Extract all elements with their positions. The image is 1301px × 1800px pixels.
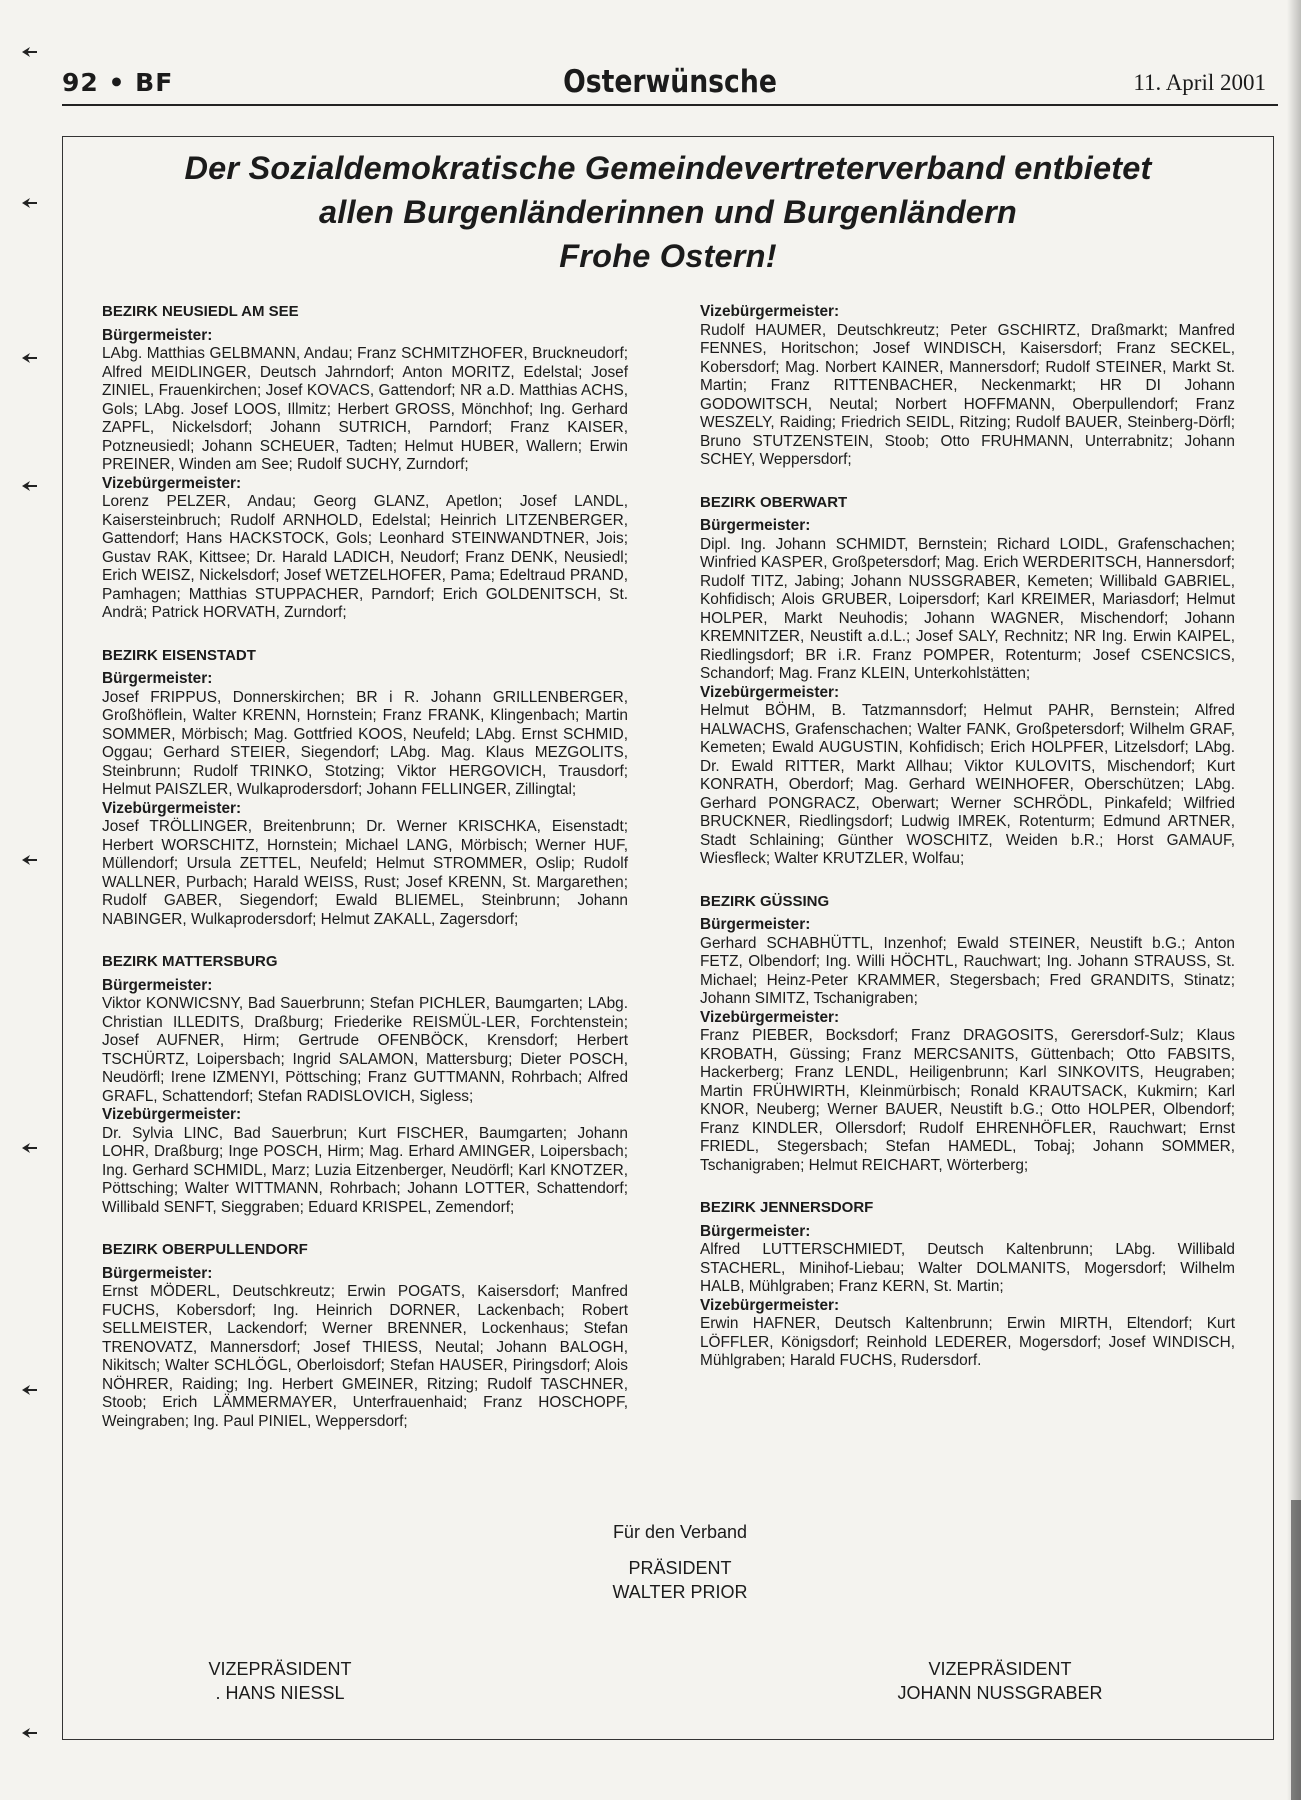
district-title: BEZIRK OBERPULLENDORF [102, 1241, 308, 1258]
district-oberpullendorf [102, 1241, 628, 1431]
mayors-label: Bürgermeister: [700, 517, 811, 534]
mayors-label: Bürgermeister: [102, 1264, 213, 1282]
district-neusiedl [102, 303, 628, 623]
mayors-list: LAbg. Matthias GELBMANN, Andau; Franz SCHMITZHOFER, Bruckneudorf; Alfred MEIDLINGER, Deutsch Jahrndorf; Anton MORITZ, Edelstal; Josef ZINIEL, Frauenkirchen; Josef KOVACS, Gattendorf; NR a.D. Matthias ACHS, Gols; LAbg. Josef LOOS, Illmitz; Herbert GROSS, Mönchhof; Ing. Gerhard ZAPFL, Nickelsdorf; Johann SUTRICH, Parndorf; Franz KAISER, Potzneusiedl; Johann SCHEUER, Tadten; Helmut HUBER, Wallern; Erwin PREINER, Winden am See; Rudolf SUCHY, Zurndorf; [102, 345, 628, 473]
arrow-mark-icon [18, 1382, 40, 1398]
deputies-list: Franz PIEBER, Bocksdorf; Franz DRAGOSITS, Gerersdorf-Sulz; Klaus KROBATH, Güssing; Franz MERCSANITS, Güttenbach; Otto FABSITS, Hackerberg; Franz LENDL, Heiligenbrunn; Karl SINKOVITS, Heugraben; Martin FRÜHWIRTH, Kleinmürbisch; Ronald KRAUTSACK, Kukmirn; Karl KNOR, Neuberg; Werner BAUER, Neustift b.G.; Otto HOLPER, Olbendorf; Franz KINDLER, Ollersdorf; Rudolf EHRENHÖFLER, Rauchwart; Ernst FRIEDL, Stegersbach; Stefan HAMEDL, Tobaj; Johann SOMMER, Tschanigraben; Helmut REICHART, Wörterberg; [700, 1027, 1235, 1174]
mayors-label: Bürgermeister: [102, 326, 213, 344]
district-title: BEZIRK NEUSIEDL AM SEE [102, 303, 299, 320]
district-mattersburg [102, 953, 628, 1217]
right-column [700, 303, 1235, 1395]
headline-line-3: Frohe Ostern! [559, 238, 777, 274]
signature-president [500, 1520, 860, 1604]
page-number: 92 • BF [62, 68, 174, 97]
district-oberwart [700, 494, 1235, 869]
deputies-list: Lorenz PELZER, Andau; Georg GLANZ, Apetlon; Josef LANDL, Kaisersteinbruch; Rudolf ARNHOLD, Edelstal; Heinrich LITZENBERGER, Gattendorf; Hans HACKSTOCK, Gols; Leonhard STEINWANDTNER, Jois; Gustav RAK, Kittsee; Dr. Harald LADICH, Neudorf; Franz DENK, Neusiedl; Erich WEISZ, Nickelsdorf; Josef WETZELHOFER, Pama; Edeltraud PRAND, Pamhagen; Matthias STUPPACHER, Parndorf; Erich GOLDENITSCH, St. Andrä; Patrick HORVATH, Zurndorf; [102, 493, 628, 621]
signature-name: WALTER PRIOR [612, 1582, 748, 1602]
signature-role: VIZEPRÄSIDENT [208, 1659, 352, 1679]
issue-date: 11. April 2001 [1133, 70, 1266, 95]
deputies-list: Dr. Sylvia LINC, Bad Sauerbrun; Kurt FISCHER, Baumgarten; Johann LOHR, Draßburg; Inge POSCH, Hirm; Mag. Erhard AMINGER, Loipersbach; Ing. Gerhard SCHMIDL, Marz; Luzia Eitzenberger, Neudörfl; Karl KNOTZER, Pöttsching; Walter WITTMANN, Rohrbach; Johann LOTTER, Schattendorf; Willibald SENFT, Sieggraben; Eduard KRISPEL, Zemendorf; [102, 1124, 628, 1216]
deputies-list: Erwin HAFNER, Deutsch Kaltenbrunn; Erwin MIRTH, Eltendorf; Kurt LÖFFLER, Königsdorf; Reinhold LEDERER, Mogersdorf; Josef WINDISCH, Mühlgraben; Harald FUCHS, Rudersdorf. [700, 1315, 1235, 1369]
deputies-label: Vizebürgermeister: [102, 799, 242, 817]
mayors-label: Bürgermeister: [102, 976, 213, 994]
headline [62, 146, 1274, 278]
district-title: BEZIRK GÜSSING [700, 892, 830, 910]
mayors-list: Alfred LUTTERSCHMIEDT, Deutsch Kaltenbrunn; LAbg. Willibald STACHERL, Minihof-Liebau; Walter DOLMANITS, Mogersdorf; Wilhelm HALB, Mühlgraben; Franz KERN, St. Martin; [700, 1241, 1235, 1295]
page-header [62, 66, 1278, 106]
mayors-list: Josef FRIPPUS, Donnerskirchen; BR i R. Johann GRILLENBERGER, Großhöflein, Walter KRENN, Hornstein; Franz FRANK, Klingenbach; Martin SOMMER, Mörbisch; Mag. Gottfried KOOS, Neufeld; LAbg. Ernst SCHMID, Oggau; Gerhard STEIER, Siegendorf; LAbg. Mag. Klaus MEZGOLITS, Steinbrunn; Rudolf TRINKO, Stotzing; Viktor HERGOVICH, Trausdorf; Helmut PAISZLER, Wulkaprodersdorf; Johann FELLINGER, Zillingtal; [102, 688, 628, 798]
deputies-list: Rudolf HAUMER, Deutschkreutz; Peter GSCHIRTZ, Draßmarkt; Manfred FENNES, Horitschon; Josef WINDISCH, Kaisersdorf; Franz SECKEL, Kobersdorf; Mag. Norbert KAINER, Mannersdorf; Rudolf STEINER, Markt St. Martin; Franz RITTENBACHER, Neckenmarkt; HR DI Johann GODOWITSCH, Neutal; Norbert HOFFMANN, Oberpullendorf; Franz WESZELY, Raiding; Friedrich SEIDL, Ritzing; Rudolf BAUER, Steinberg-Dörfl; Bruno STUTZENSTEIN, Stoob; Otto FRUHMANN, Unterrabnitz; Johann SCHEY, Weppersdorf; [700, 321, 1235, 468]
deputies-label: Vizebürgermeister: [700, 303, 840, 320]
mayors-list: Dipl. Ing. Johann SCHMIDT, Bernstein; Richard LOIDL, Grafenschachen; Winfried KASPER, Großpetersdorf; Mag. Erich WERDERITSCH, Hannersdorf; Rudolf TITZ, Jabing; Johann NUSSGRABER, Kemeten; Willibald GABRIEL, Kohfidisch; Alois GRUBER, Loipersdorf; Karl KREIMER, Mariasdorf; Helmut HOLPER, Markt Neuhodis; Johann WAGNER, Mischendorf; Johann KREMNITZER, Neustift a.d.L.; Josef SALY, Rechnitz; NR Ing. Erwin KAIPEL, Riedlingsdorf; BR i.R. Franz POMPER, Rotenturm; Josef CSENCSICS, Schandorf; Mag. Franz KLEIN, Unterkohlstätten; [700, 535, 1235, 682]
left-column [102, 303, 628, 1455]
deputies-list: Josef TRÖLLINGER, Breitenbrunn; Dr. Werner KRISCHKA, Eisenstadt; Herbert WORSCHITZ, Hornstein; Michael LANG, Mörbisch; Werner HUF, Müllendorf; Ursula ZETTEL, Neufeld; Helmut STROMMER, Oslip; Rudolf WALLNER, Purbach; Harald WEISS, Rust; Josef KRENN, St. Margarethen; Rudolf GABER, Siegendorf; Ewald BLIEMEL, Steinbrunn; Johann NABINGER, Wulkaprodersdorf; Helmut ZAKALL, Zagersdorf; [102, 818, 628, 928]
arrow-mark-icon [18, 1725, 40, 1741]
mayors-label: Bürgermeister: [700, 1222, 811, 1240]
deputies-label: Vizebürgermeister: [102, 474, 242, 492]
district-title: BEZIRK MATTERSBURG [102, 953, 278, 970]
signature-name: JOHANN NUSSGRABER [897, 1683, 1103, 1703]
deputies-label: Vizebürgermeister: [102, 1106, 242, 1123]
mayors-list: Viktor KONWICSNY, Bad Sauerbrunn; Stefan PICHLER, Baumgarten; LAbg. Christian ILLEDITS, Draßburg; Friederike REISMÜL-LER, Forchtenstein; Josef AUFNER, Hirm; Gertrude OFENBÖCK, Krensdorf; Herbert TSCHÜRTZ, Loipersbach; Ingrid SALAMON, Mattersburg; Dieter POSCH, Neudörfl; Irene IZMENYI, Pöttsching; Franz GUTTMANN, Rohrbach; Alfred GRAFL, Schattendorf; Stefan RADISLOVICH, Sigless; [102, 995, 628, 1105]
arrow-mark-icon [18, 44, 40, 60]
district-oberpullendorf-continued [700, 303, 1235, 470]
signature-vice-president-right [840, 1657, 1160, 1705]
district-title: BEZIRK OBERWART [700, 493, 848, 511]
page-edge-dark [1291, 1500, 1301, 1800]
headline-line-1: Der Sozialdemokratische Gemeindevertreterverband entbietet [184, 150, 1152, 186]
mayors-list: Ernst MÖDERL, Deutschkreutz; Erwin POGATS, Kaisersdorf; Manfred FUCHS, Kobersdorf; Ing. Heinrich DORNER, Lackenbach; Robert SELLMEISTER, Lackendorf; Werner BRENNER, Lockenhaus; Stefan TRENOVATZ, Mannersdorf; Josef THIESS, Neutal; Johann BALOGH, Nikitsch; Walter SCHLÖGL, Oberloisdorf; Stefan HAUSER, Piringsdorf; Alois NÖHRER, Raiding; Ing. Herbert GMEINER, Ritzing; Rudolf TASCHNER, Stoob; Erich LÄMMERMAYER, Unterfrauenhaid; Franz HOSCHOPF, Weingraben; Ing. Paul PINIEL, Weppersdorf; [102, 1283, 628, 1430]
district-guessing [700, 893, 1235, 1176]
mayors-list: Gerhard SCHABHÜTTL, Inzenhof; Ewald STEINER, Neustift b.G.; Anton FETZ, Olbendorf; Ing. Willi HÖCHTL, Rauchwart; Ing. Johann STRAUSS, St. Michael; Heinz-Peter KRAMMER, Stegersbach; Fred GRANDITS, Stinatz; Johann SIMITZ, Tschanigraben; [700, 934, 1235, 1007]
arrow-mark-icon [18, 478, 40, 494]
district-jennersdorf [700, 1199, 1235, 1371]
signature-role: PRÄSIDENT [628, 1558, 732, 1578]
deputies-label: Vizebürgermeister: [700, 683, 840, 701]
arrow-mark-icon [18, 852, 40, 868]
signature-organization: Für den Verband [612, 1522, 748, 1542]
district-eisenstadt [102, 647, 628, 930]
mayors-label: Bürgermeister: [700, 916, 811, 933]
district-title: BEZIRK JENNERSDORF [700, 1199, 874, 1216]
arrow-mark-icon [18, 1140, 40, 1156]
section-title: Osterwünsche [563, 64, 777, 100]
mayors-label: Bürgermeister: [102, 670, 213, 687]
signature-vice-president-left [120, 1657, 440, 1705]
deputies-label: Vizebürgermeister: [700, 1296, 840, 1314]
deputies-label: Vizebürgermeister: [700, 1008, 840, 1026]
headline-line-2: allen Burgenländerinnen und Burgenländern [319, 194, 1017, 230]
signature-name: . HANS NIESSL [215, 1683, 345, 1703]
district-title: BEZIRK EISENSTADT [102, 646, 256, 664]
arrow-mark-icon [18, 195, 40, 211]
deputies-list: Helmut BÖHM, B. Tatzmannsdorf; Helmut PAHR, Bernstein; Alfred HALWACHS, Grafenschachen; Walter FANK, Großpetersdorf; Wilhelm GRAF, Kemeten; Ewald AUGUSTIN, Kohfidisch; Erich HOLPFER, Litzelsdorf; LAbg. Dr. Ewald RITTER, Markt Allhau; Viktor KULOVITS, Mischendorf; Kurt KONRATH, Oberdorf; Mag. Gerhard WEINHOFER, Oberschützen; LAbg. Gerhard PONGRACZ, Oberwart; Werner SCHRÖDL, Pinkafeld; Wilfried BRUCKNER, Riedlingsdorf; Ludwig IMREK, Rotenturm; Edmund ARTNER, Stadt Schlaining; Günther WOSCHITZ, Weiden b.R.; Horst GAMAUF, Wiesfleck; Walter KRUTZLER, Wolfau; [700, 702, 1235, 867]
signature-role: VIZEPRÄSIDENT [928, 1659, 1072, 1679]
arrow-mark-icon [18, 350, 40, 366]
